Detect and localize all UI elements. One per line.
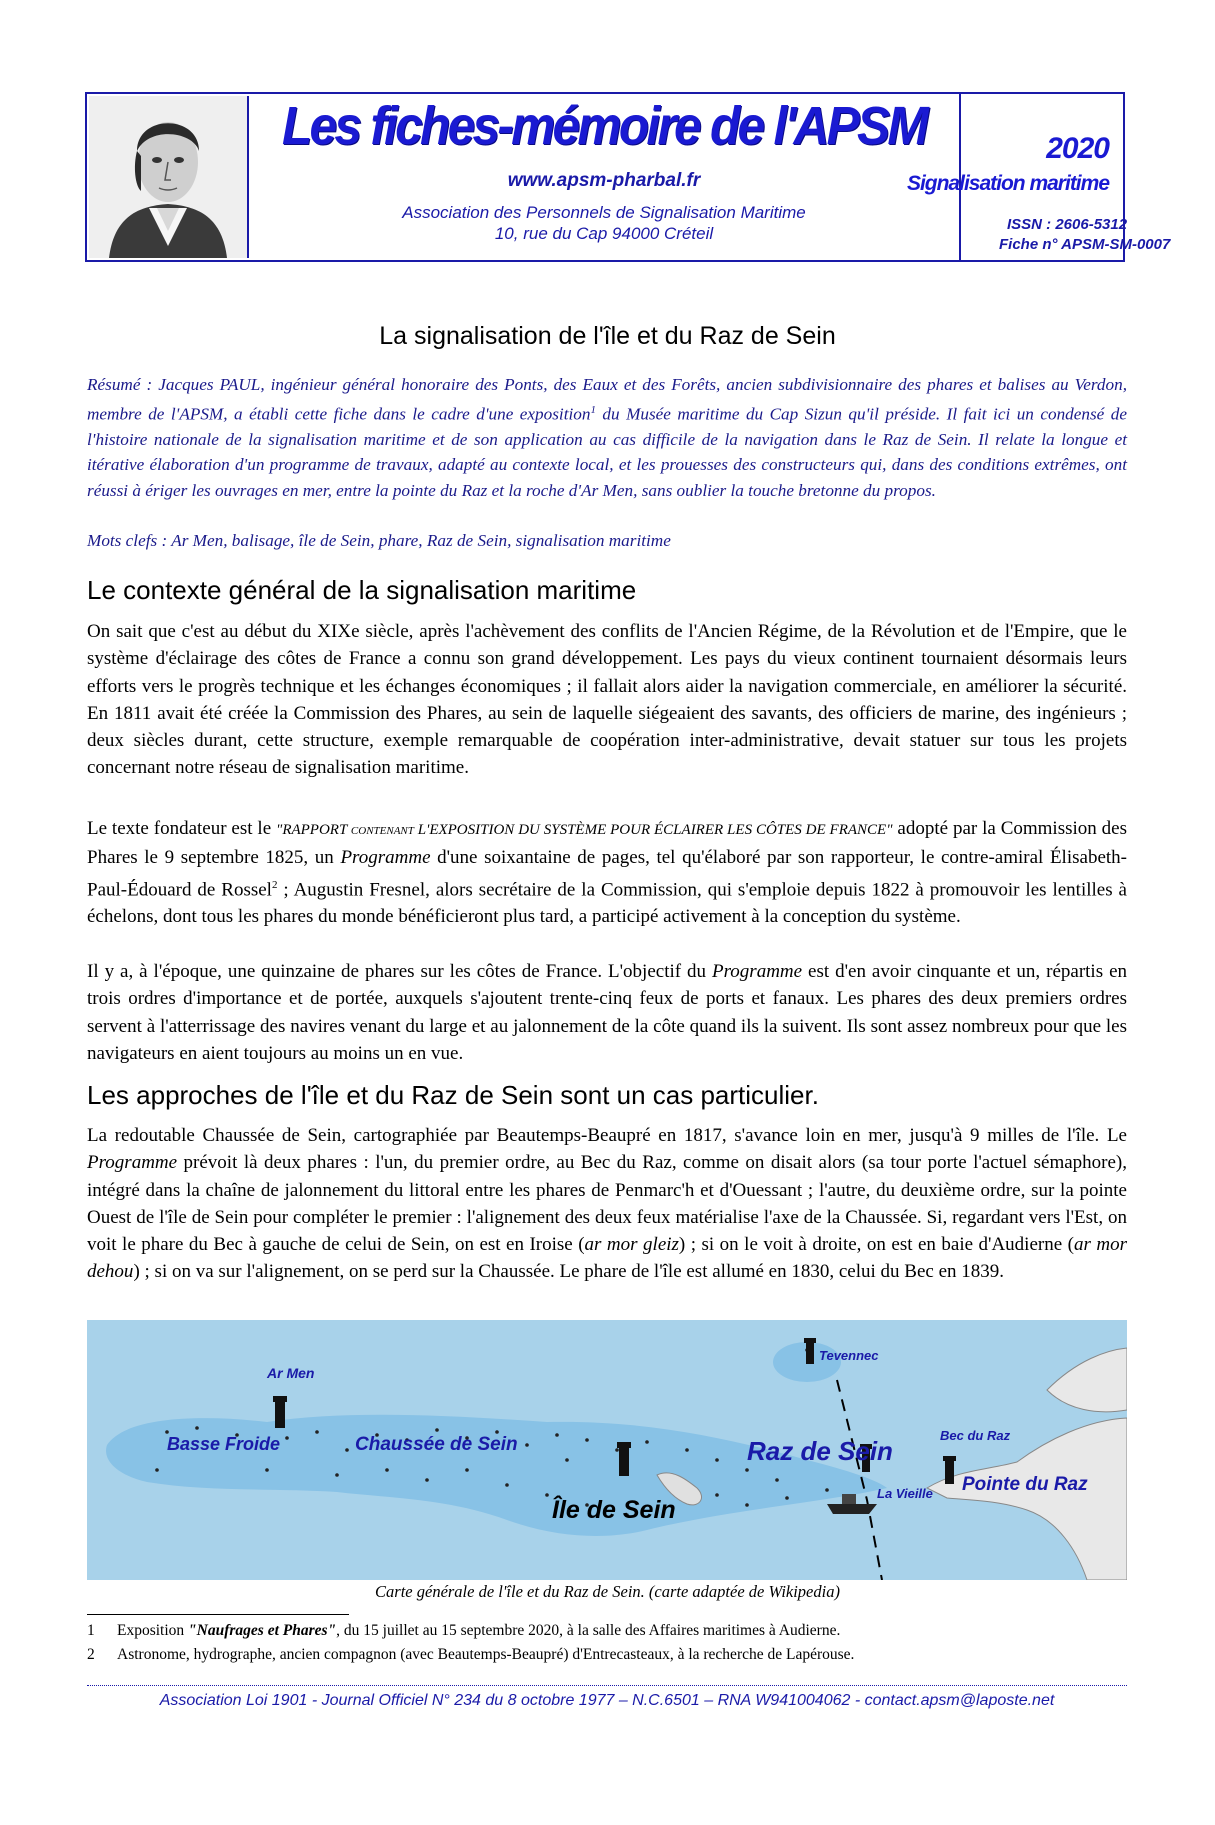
footer-separator <box>87 1685 1127 1686</box>
label-bec-du-raz: Bec du Raz <box>940 1428 1011 1443</box>
keywords-label: Mots clefs : <box>87 531 168 550</box>
report-title-quote: "RAPPORT contenant L'EXPOSITION DU SYSTÈME POUR ÉCLAIRER LES CÔTES DE FRANCE" <box>276 822 893 838</box>
footnote-separator <box>87 1614 349 1615</box>
footnote-number: 1 <box>87 1622 95 1639</box>
map-caption: Carte générale de l'île et du Raz de Sein. (carte adaptée de Wikipedia) <box>375 1582 840 1601</box>
header-topic: Signalisation maritime <box>906 172 1109 195</box>
text-run: ; Augustin Fresnel, alors secrétaire de la Commission, qui s'emploie depuis 1822 à promouvoir les lentilles à échelons, dont tous les phares du monde bénéficieront plus tard, a participé activement à la conception du système. <box>87 878 1127 928</box>
header-assoc-line2: 10, rue du Cap 94000 Créteil <box>494 224 714 243</box>
portrait-image <box>89 96 249 258</box>
header-right <box>906 94 1171 260</box>
footnote-2 <box>87 1646 854 1664</box>
label-pointe-du-raz: Pointe du Raz <box>962 1474 1088 1495</box>
text-run: La redoutable Chaussée de Sein, cartographiée par Beautemps-Beaupré en 1817, s'avance loin en mer, jusqu'à 9 milles de l'île. Le <box>87 1125 1127 1146</box>
text-run: prévoit là deux phares : l'un, du premier ordre, au Bec du Raz, comme on disait alors (sa tour porte l'actuel sémaphore), intégré dans la chaîne de jalonnement du littoral entre les phares de Penmarc'h et d'Ouessant ; l'autre, du deuxième ordre, sur la pointe Ouest de l'île de Sein pour compléter le premier : l'alignement des deux feux matérialise l'axe de la Chaussée. Si, regardant vers l'Est, on voit le phare du Bec à gauche de celui de Sein, on est en Iroise ( <box>87 1152 1127 1256</box>
keywords <box>87 531 1127 551</box>
label-la-vieille: La Vieille <box>877 1486 933 1501</box>
text-run: ) ; si on va sur l'alignement, on se perd sur la Chaussée. Le phare de l'île est allumé en 1830, celui du Bec en 1839. <box>133 1261 1005 1283</box>
abstract-label: Résumé : <box>87 375 153 394</box>
lighthouse-ile-de-sein-icon <box>617 1442 631 1476</box>
label-raz-de-sein: Raz de Sein <box>747 1436 893 1466</box>
header-title: Les fiches-mémoire de l'APSM <box>281 96 927 156</box>
paragraph-context-1: On sait que c'est au début du XIXe siècle, après l'achèvement des conflits de l'Ancien Régime, de la Révolution et de l'Empire, que le système d'éclairage des côtes de France a connu son grand développement. Les pays du vieux continent tournaient désormais leurs efforts vers le progrès technique et les échanges économiques ; il fallait alors aider la navigation commerciale, en améliorer la sécurité. En 1811 avait été créée la Commission des Phares, au sein de laquelle siégeaient des savants, des officiers de marine, des ingénieurs ; deux siècles durant, cette structure, exemple remarquable de coopération inter-administrative, devait statuer sur tous les projets concernant notre réseau de signalisation maritime. <box>87 621 1127 779</box>
abstract-text: Jacques PAUL, ingénieur général honoraire des Ponts, des Eaux et des Forêts, ancien subdivisionnaire des phares et balises au Verdon, membre de l'APSM, a établi cette fiche dans le cadre d'une exposition <box>87 375 1127 424</box>
exhibition-title: "Naufrages et Phares" <box>188 1622 337 1639</box>
footnote-ref-1[interactable]: 1 <box>590 403 596 416</box>
abstract <box>87 372 1127 503</box>
text-run: Astronome, hydrographe, ancien compagnon (avec Beautemps-Beaupré) d'Entrecasteaux, à la recherche de Lapérouse. <box>117 1646 855 1663</box>
section-heading-approaches: Les approches de l'île et du Raz de Sein sont un cas particulier. <box>87 1080 819 1110</box>
label-tevennec: Tevennec <box>819 1348 879 1363</box>
section-heading-context: Le contexte général de la signalisation maritime <box>87 575 637 605</box>
label-chaussee-de-sein: Chaussée de Sein <box>355 1434 518 1455</box>
label-basse-froide: Basse Froide <box>167 1434 281 1454</box>
page-footer: Association Loi 1901 - Journal Officiel N° 234 du 8 octobre 1977 – N.C.6501 – RNA W941004062 - contact.apsm@laposte.net <box>159 1692 1055 1709</box>
map-svg <box>87 1320 1127 1580</box>
paragraph-approaches <box>87 1122 1127 1286</box>
header-url[interactable]: www.apsm-pharbal.fr <box>507 170 701 191</box>
text-run: , du 15 juillet au 15 septembre 2020, à la salle des Affaires maritimes à Audierne. <box>336 1622 841 1639</box>
header-box <box>85 92 1171 262</box>
abstract-text-2: du Musée maritime du Cap Sizun qu'il préside. Il fait ici un condensé de l'histoire nationale de la signalisation maritime et de son application au cas difficile de la navigation dans le Raz de Sein. Il relate la longue et itérative élaboration d'un programme de travaux, adapté au contexte local, et les prouesses des constructeurs qui, dans des conditions extrêmes, ont réussi à ériger les ouvrages en mer, entre la pointe du Raz et la roche d'Ar Men, sans oublier la touche bretonne du propos. <box>87 404 1127 500</box>
text-run: Il y a, à l'époque, une quinzaine de phares sur les côtes de France. L'objectif du <box>87 961 713 982</box>
header-issn: ISSN : 2606-5312 <box>1007 216 1128 233</box>
programme-italic: Programme <box>340 847 431 869</box>
keywords-text: Ar Men, balisage, île de Sein, phare, Raz de Sein, signalisation maritime <box>167 531 671 550</box>
header-association <box>249 202 959 244</box>
text-run: Exposition <box>117 1622 189 1639</box>
text-run: Le texte fondateur est le <box>87 818 277 839</box>
text-run: est d'en avoir cinquante et un, répartis en trois ordres d'importance et de portée, auxquels s'ajoutent trente-cinq feux de ports et fanaux. Les phares des deux premiers ordres servent à l'atterrissage des navires venant du large et au jalonnement de la côte quand ils la suivent. Ils sont assez nombreux pour que les navigateurs en aient toujours au moins un en vue. <box>87 961 1127 1064</box>
programme-italic: Programme <box>712 961 803 982</box>
text-run: adopté par la Commission des Phares le 9 septembre 1825, un <box>87 818 1127 869</box>
programme-italic: Programme <box>87 1152 178 1174</box>
header-year: 2020 <box>1046 132 1109 165</box>
footnote-number: 2 <box>87 1646 95 1663</box>
footnote-ref-2[interactable]: 2 <box>271 878 278 891</box>
header-fiche-number: Fiche n° APSM-SM-0007 <box>999 236 1171 253</box>
header-assoc-line1: Association des Personnels de Signalisation Maritime <box>402 203 806 222</box>
label-ar-men: Ar Men <box>267 1365 315 1381</box>
page-title: La signalisation de l'île et du Raz de Sein <box>379 322 836 350</box>
breton-term: ar mor dehou <box>87 1234 1127 1283</box>
map-figure <box>87 1320 1127 1580</box>
lighthouse-ar-men-icon <box>273 1396 287 1428</box>
paragraph-context-3 <box>87 958 1127 1067</box>
footnote-1 <box>87 1622 840 1640</box>
text-run: ) ; si on le voit à droite, on est en baie d'Audierne ( <box>678 1234 1074 1256</box>
header-center <box>249 94 959 260</box>
breton-term: ar mor gleiz <box>584 1234 679 1256</box>
text-run: d'une soixantaine de pages, tel qu'élaboré par son rapporteur, le contre-amiral Élisabeth-Paul-Édouard de Rossel <box>87 847 1127 900</box>
paragraph-context-2 <box>87 815 1127 931</box>
label-ile-de-sein: Île de Sein <box>552 1496 676 1524</box>
